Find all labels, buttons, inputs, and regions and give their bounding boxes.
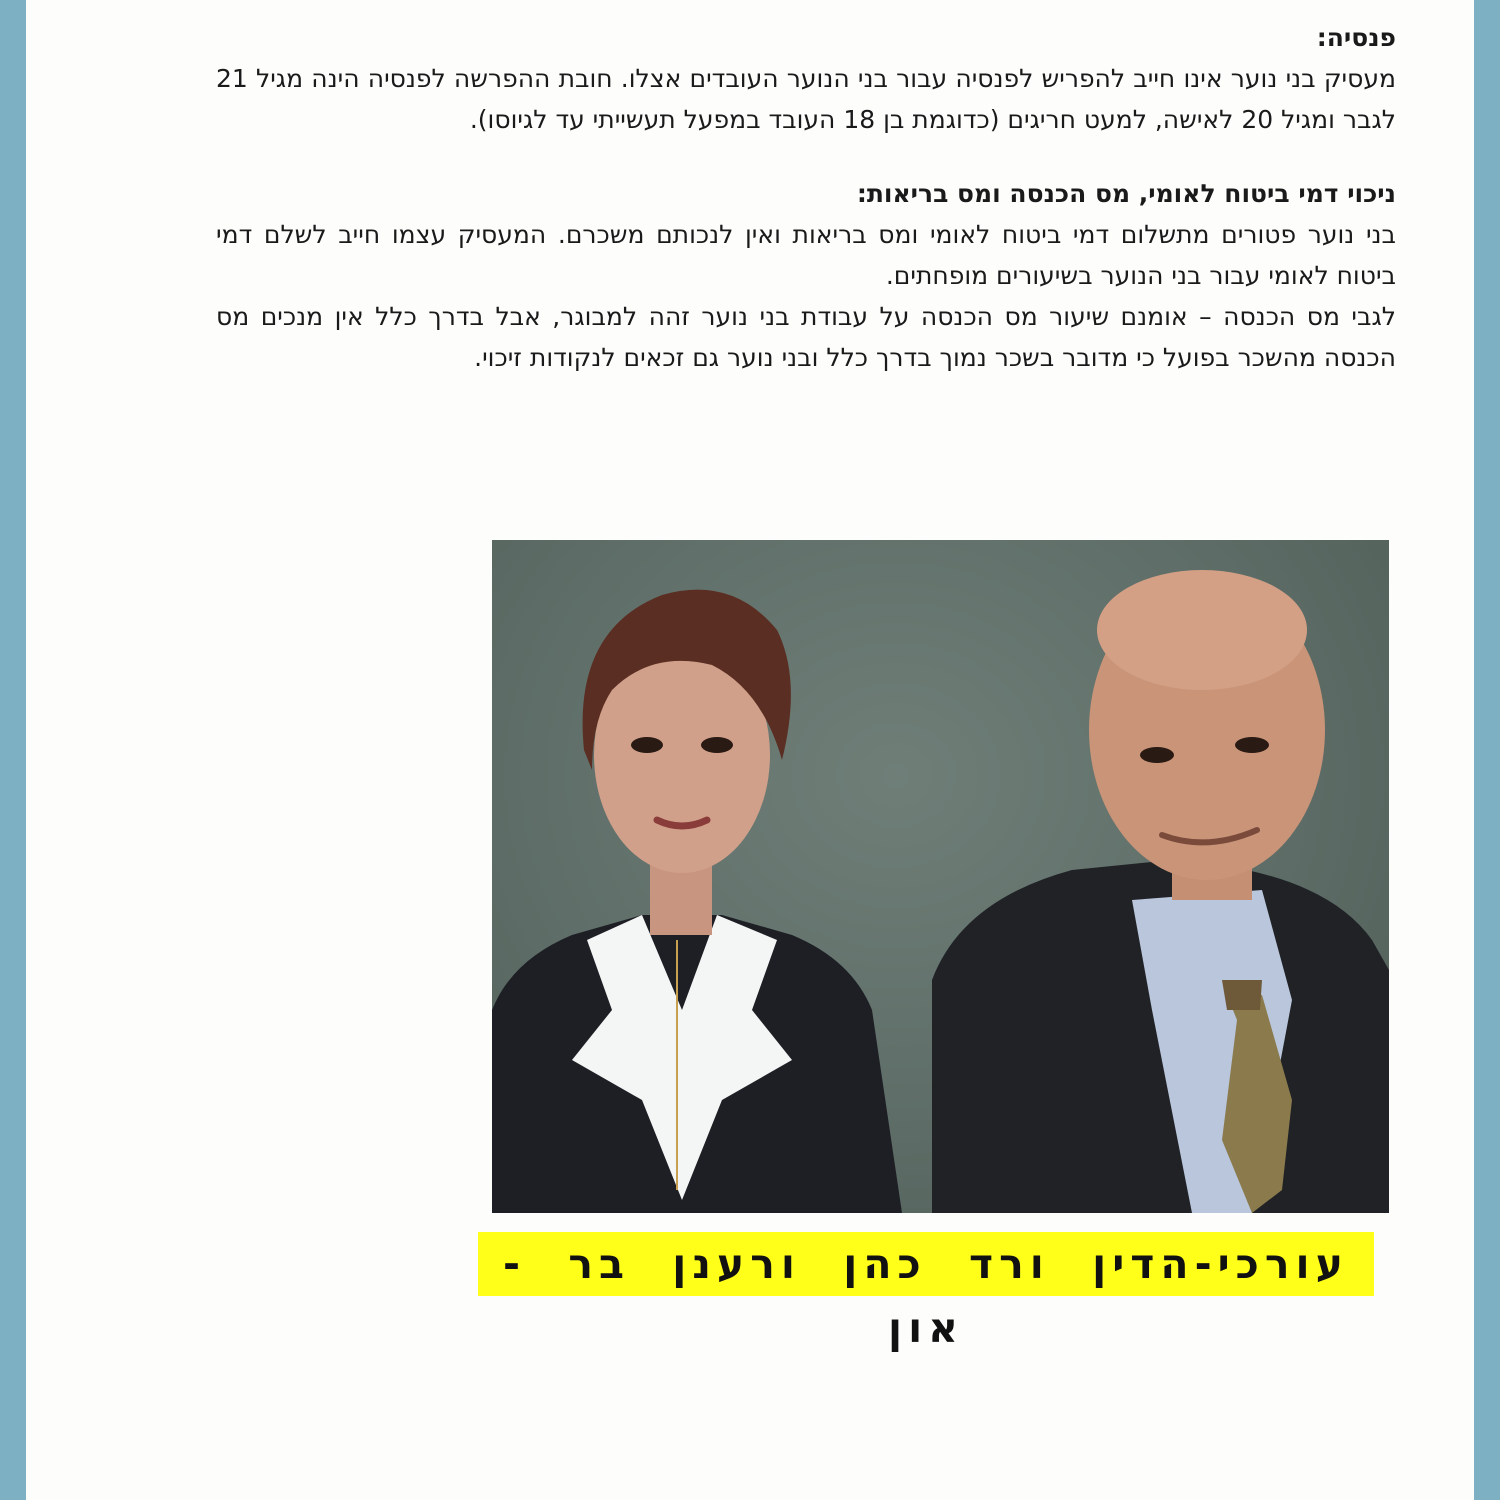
document-page [26,0,1474,1500]
document-body [216,18,1396,378]
section-heading-pension: פנסיה: [1316,23,1396,52]
lawyers-names-caption: עורכי-הדין ורד כהן ורענן בר - און [478,1232,1374,1296]
deductions-paragraph-1: בני נוער פטורים מתשלום דמי ביטוח לאומי ומס בריאות ואין לנכותם משכרם. המעסיק עצמו חייב לשלם דמי ביטוח לאומי עבור בני הנוער בשיעורים מופחתים. [216,220,1396,290]
portrait-illustration [492,540,1389,1213]
woman-figure [492,590,902,1213]
deductions-paragraph-2: לגבי מס הכנסה – אומנם שיעור מס הכנסה על עבודת בני נוער זהה למבוגר, אבל בדרך כלל אין מנכים מס הכנסה מהשכר בפועל כי מדובר בשכר נמוך בדרך כלל ובני נוער גם זכאים לנקודות זיכוי. [216,302,1396,372]
pension-paragraph: מעסיק בני נוער אינו חייב להפריש לפנסיה עבור בני הנוער העובדים אצלו. חובת ההפרשה לפנסיה הינה מגיל 21 לגבר ומגיל 20 לאישה, למעט חריגים (כדוגמת בן 18 העובד במפעל תעשייתי עד לגיוסו). [216,64,1396,134]
lawyers-portrait-photo [492,540,1389,1213]
section-heading-deductions: ניכוי דמי ביטוח לאומי, מס הכנסה ומס בריאות: [856,179,1396,208]
man-figure [932,570,1389,1213]
